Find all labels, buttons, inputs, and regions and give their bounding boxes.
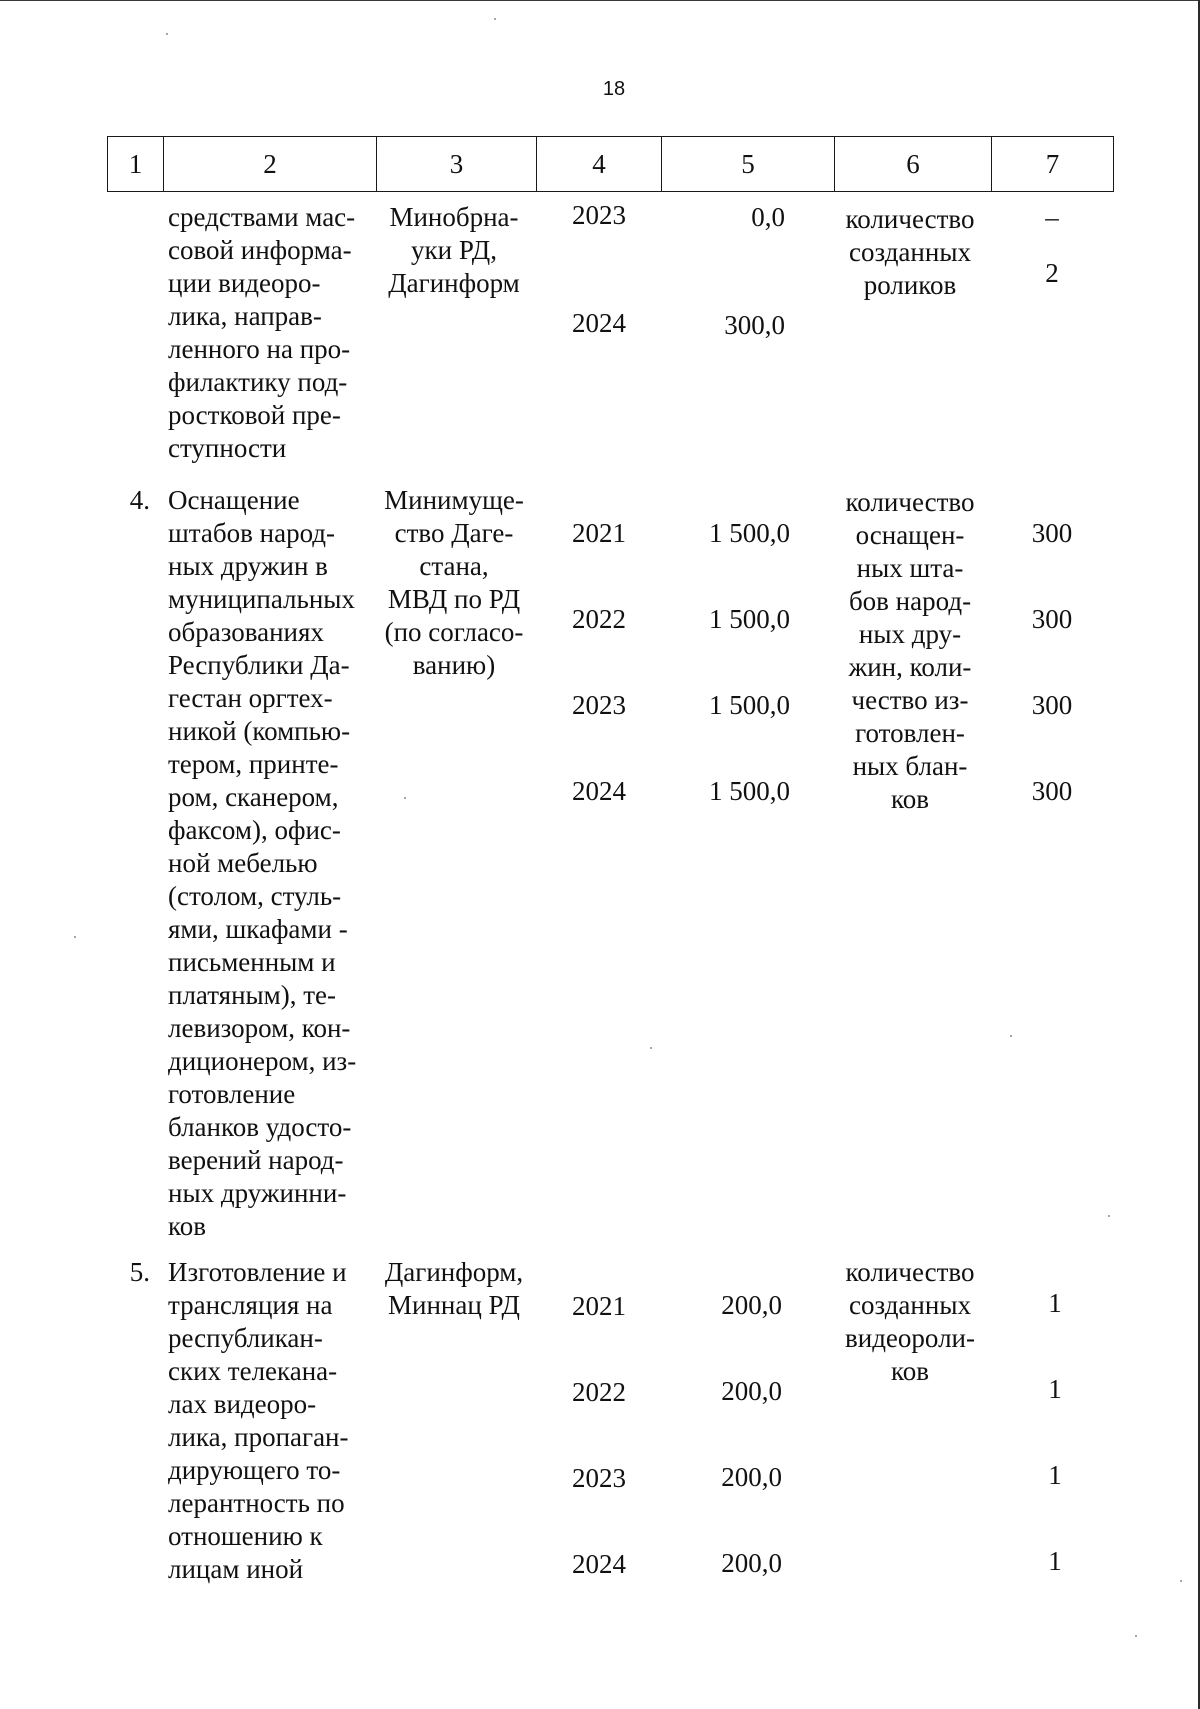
row-year: 2023 bbox=[572, 200, 626, 230]
row-executor: Минимуще- ство Даге- стана, МВД по РД (по согласо- ванию) bbox=[384, 485, 524, 680]
row-number: 4. bbox=[129, 485, 150, 515]
row-values bbox=[1013, 1254, 1097, 1631]
scan-speck bbox=[650, 1047, 652, 1049]
row-value: 1 bbox=[1048, 1546, 1062, 1576]
row-year: 2023 bbox=[572, 690, 626, 720]
row-value: 300 bbox=[1031, 518, 1073, 548]
column-header-6: 6 bbox=[835, 137, 992, 192]
row-value: 300 bbox=[1031, 604, 1073, 634]
scan-speck bbox=[1108, 1215, 1110, 1217]
scan-edge-top bbox=[0, 0, 1200, 1]
row-description: Изготовление и трансляция на республикан- ских телекана- лах видеоро- лика, пропаган- дирующего то- лерантность по отношению к лицам иной bbox=[168, 1257, 349, 1584]
column-header-row bbox=[107, 136, 1114, 192]
column-header-5: 5 bbox=[662, 137, 835, 192]
row-indicator: количество оснащен- ных шта- бов народ- ных дру- жин, коли- чество из- готовлен- ных блан- ков bbox=[845, 487, 975, 814]
row-amount: 1 500,0 bbox=[709, 690, 790, 720]
row-executor: Дагинформ, Миннац РД bbox=[384, 1257, 524, 1320]
row-values bbox=[1010, 484, 1094, 861]
column-header-7: 7 bbox=[992, 137, 1114, 192]
column-header-1: 1 bbox=[108, 137, 164, 192]
row-year: 2021 bbox=[572, 518, 626, 548]
row-amount: 1 500,0 bbox=[709, 518, 790, 548]
row-amount: 200,0 bbox=[721, 1462, 782, 1492]
scan-speck bbox=[1135, 1635, 1137, 1637]
scan-speck bbox=[1010, 1035, 1012, 1037]
row-executor: Минобрна- уки РД, Дагинформ bbox=[388, 202, 520, 298]
row-year: 2022 bbox=[572, 1377, 626, 1407]
row-value: 2 bbox=[1045, 258, 1059, 288]
row-year: 2021 bbox=[572, 1291, 626, 1321]
row-value: 1 bbox=[1048, 1374, 1062, 1404]
row-amount: 300,0 bbox=[724, 310, 785, 340]
row-years bbox=[545, 1257, 653, 1634]
column-header-4: 4 bbox=[537, 137, 662, 192]
row-year: 2024 bbox=[572, 1549, 626, 1579]
row-year: 2022 bbox=[572, 604, 626, 634]
row-year: 2024 bbox=[572, 776, 626, 806]
scan-speck bbox=[494, 18, 496, 20]
row-amount: 0,0 bbox=[751, 202, 785, 232]
row-indicator: количество созданных роликов bbox=[845, 204, 975, 300]
column-header-3: 3 bbox=[377, 137, 537, 192]
row-year: 2023 bbox=[572, 1463, 626, 1493]
row-amounts bbox=[690, 484, 790, 861]
row-amount: 1 500,0 bbox=[709, 776, 790, 806]
row-year: 2024 bbox=[572, 308, 626, 338]
scan-speck bbox=[1180, 1580, 1182, 1582]
row-number: 5. bbox=[129, 1257, 150, 1287]
row-value: 300 bbox=[1031, 690, 1073, 720]
scan-speck bbox=[74, 936, 76, 938]
row-amount: 200,0 bbox=[721, 1290, 782, 1320]
row-value: 300 bbox=[1031, 776, 1073, 806]
row-amount: 1 500,0 bbox=[709, 604, 790, 634]
row-value: 1 bbox=[1048, 1288, 1062, 1318]
row-value: 1 bbox=[1048, 1460, 1062, 1490]
row-description: средствами мас- совой информа- ции видеоро- лика, направ- ленного на про- филактику под- ростковой пре- ступности bbox=[168, 202, 356, 463]
scan-speck bbox=[404, 797, 406, 799]
row-description: Оснащение штабов народ- ных дружин в муниципальных образованиях Республики Да- гестан оргтех- никой (компью- тером, принте- ром, сканером, факсом), офис- ной мебелью (столом, стуль- ями, шкафами - письменным и платяным), те- левизором, кон- диционером, из- готовление бланков удосто- верений народ- ных дружинни- ков bbox=[168, 485, 357, 1241]
row-years bbox=[545, 484, 653, 861]
column-header-2: 2 bbox=[164, 137, 377, 192]
page-number: 18 bbox=[602, 78, 626, 100]
row-value: – bbox=[1045, 202, 1059, 232]
row-amounts bbox=[690, 1256, 782, 1633]
row-amount: 200,0 bbox=[721, 1548, 782, 1578]
row-indicator: количество созданных видеороли- ков bbox=[845, 1257, 975, 1386]
scan-speck bbox=[166, 33, 168, 35]
row-amount: 200,0 bbox=[721, 1376, 782, 1406]
